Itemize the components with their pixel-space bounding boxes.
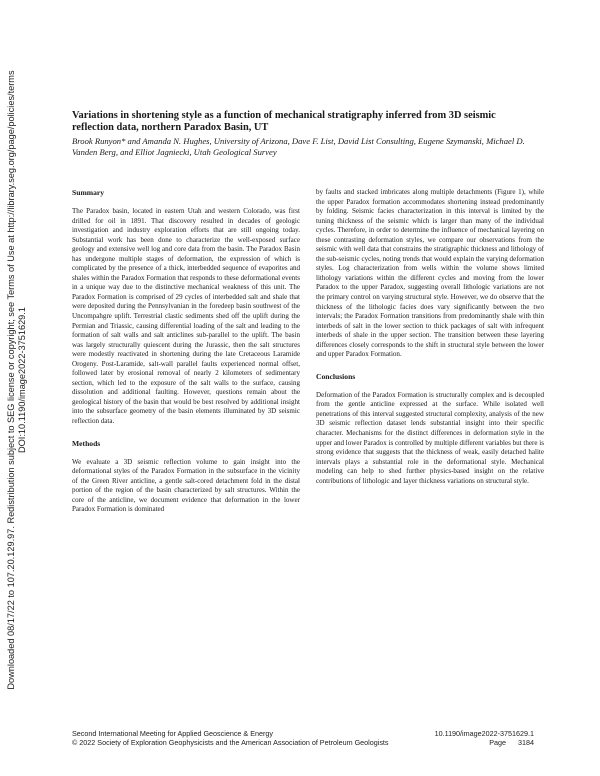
summary-heading: Summary	[72, 188, 105, 197]
methods-heading: Methods	[72, 438, 101, 448]
download-side-note	[2, 60, 38, 700]
methods-text-left: We evaluate a 3D seismic reflection volume to gain insight into the deformational styles of the Paradox Formation in the subsurface in the vicinity of the Green River anticline, a gentle salt-cored detachment fold in the distal portion of the region of the basin characterized by salt structures. Within the core of the anticline, we document evidence that deformation in the lower Paradox Formation is dominated	[72, 457, 300, 514]
methods-text-right: by faults and stacked imbricates along multiple detachments (Figure 1), while the upper Paradox formation accommodates shortening instead predominantly by folding. Seismic facies characterization in this interval is limited by the tuning thickness of the seismic which is larger than many of the individual cycles. Therefore, in order to determine the influence of mechanical layering on these contrasting deformation styles, we compare our observations from the seismic with well data that constrains the stratigraphic thickness and lithology of the sub-seismic cycles, noting trends that would explain the varying deformation styles. Log characterization from wells within the volume shows limited lithology variations within the different cycles and moving from the lower Paradox to the upper Paradox, suggesting overall lithologic variations are not the primary control on varying structural style. However, we do observe that the thickness of the lithologic facies does vary significantly between the two intervals; the Paradox Formation transitions from predominantly shale with thin interbeds of salt in the lower section to thick packages of salt with infrequent interbeds of shale in the upper section. The transition between these layering differences closely corresponds to the shift in structural style between the lower and upper Paradox Formation.	[316, 188, 544, 359]
conclusions-text: Deformation of the Paradox Formation is structurally complex and is decoupled from the gentle anticline expressed at the surface. While isolated well penetrations of this interval suggested structural complexity, analysis of the new 3D seismic reflection dataset lends substantial insight into their specific character. Mechanisms for the distinct differences in deformation style in the upper and lower Paradox is controlled by multiple different variables but there is strong evidence that suggests that the thickness of weak, easily detached halite intervals plays a substantial role in the deformational style. Mechanical modeling can help to shed further physics-based insight on the relative contributions of lithologic and layer thickness variations on structural style.	[316, 390, 544, 485]
left-column	[72, 188, 300, 527]
page-footer	[72, 729, 534, 747]
paper-title: Variations in shortening style as a function of mechanical stratigraphy inferred from 3D seismic reflection data, northern Paradox Basin, UT	[72, 110, 496, 133]
paper-authors: Brook Runyon* and Amanda N. Hughes, University of Arizona, Dave F. List, David List Consulting, Eugene Szymanski, Michael D. Vanden Berg, and Elliot Jagniecki, Utah Geological Survey	[72, 136, 525, 157]
footer-page-label: Page	[489, 738, 506, 747]
footer-copyright: © 2022 Society of Exploration Geophysicists and the American Association of Petroleum Geologists	[72, 738, 389, 747]
footer-page-number: 3184	[518, 738, 534, 747]
summary-text: The Paradox basin, located in eastern Utah and western Colorado, was first drilled for oil in 1891. That discovery resulted in decades of geologic investigation and industry exploration efforts that are still ongoing today. Substantial work has been done to characterize the well-exposed surface geology and extensive well log and core data from the basin. The Paradox Basin has undergone multiple stages of deformation, the expression of which is complicated by the presence of a thick, interbedded sequence of evaporites and shales within the Paradox Formation that responds to these deformational events in a unique way due to the distinctive mechanical weakness of this unit. The Paradox Formation is comprised of 29 cycles of interbedded salt and shale that were deposited during the Pennsylvanian in the foredeep basin southwest of the Uncompahgre uplift. Terrestrial clastic sediments shed off the uplift during the Permian and Triassic, causing differential loading of the salt and leading to the formation of salt walls and salt anticlines sub-parallel to the uplift. The basin was largely structurally quiescent during the Jurassic, then the salt structures were modestly reactivated in shortening during the late Cretaceous Laramide Orogeny. Post-Laramide, salt-wall parallel faults experienced normal offset, followed later by erosional removal of nearly 2 kilometers of sedimentary section, which led to the exposure of the salt walls to the surface, causing dissolution and additional faulting. However, questions remain about the geological history of the basin that would be best resolved by additional insight into the subsurface geometry of the basin elements illuminated by 3D seismic reflection data.	[72, 207, 300, 426]
download-side-note-text: Downloaded 08/17/22 to 107.20.129.97. Redistribution subject to SEG license or copyright; see Terms of Use at http://library.seg.org/page/policies/terms DOI:10.1190/image2022-3751629.1	[6, 70, 27, 690]
right-column	[316, 188, 544, 498]
conclusions-heading: Conclusions	[316, 371, 356, 381]
footer-meeting: Second International Meeting for Applied Geoscience & Energy	[72, 729, 273, 738]
footer-doi: 10.1190/image2022-3751629.1	[434, 729, 534, 738]
footer-page	[489, 738, 534, 747]
